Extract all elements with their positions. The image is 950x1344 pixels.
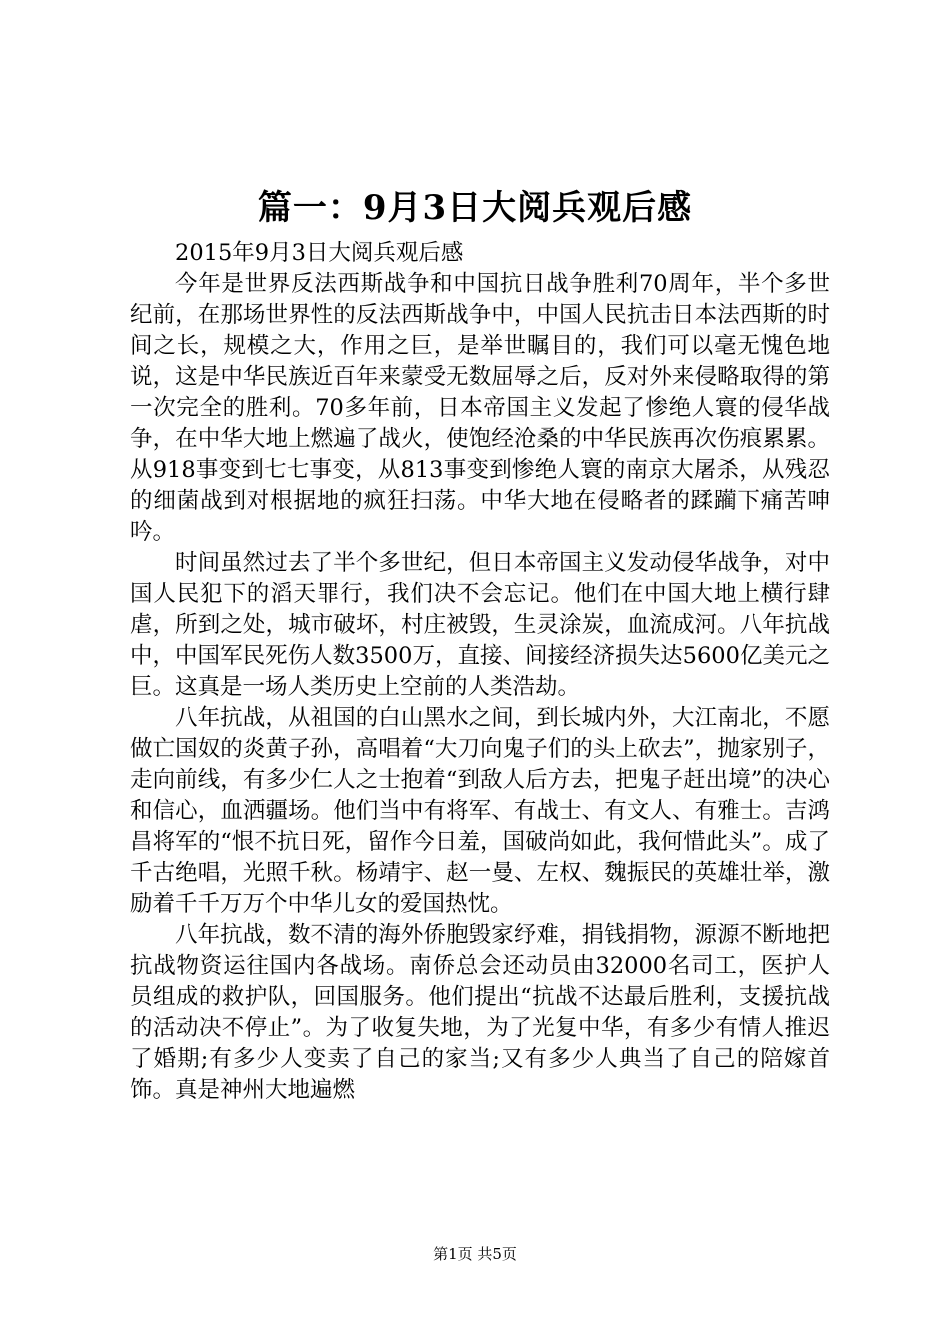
paragraph-4: 八年抗战，数不清的海外侨胞毁家纾难，捐钱捐物，源源不断地把抗战物资运往国内各战场。南侨总会还动员由32000名司工，医护人员组成的救护队，回国服务。他们提出“抗战不达最后胜利，支援抗战的活动决不停止”。为了收复失地，为了光复中华，有多少有情人推迟了婚期;有多少人变卖了自己的家当;又有多少人典当了自己的陪嫁首饰。真是神州大地遍燃 bbox=[130, 922, 830, 1103]
document-title: 篇一：9月3日大阅兵观后感 bbox=[257, 188, 693, 228]
document-subtitle: 2015年9月3日大阅兵观后感 bbox=[175, 240, 464, 266]
paragraph-1: 今年是世界反法西斯战争和中国抗日战争胜利70周年，半个多世纪前，在那场世界性的反法西斯战争中，中国人民抗击日本法西斯的时间之长，规模之大，作用之巨，是举世瞩目的，我们可以毫无愧色地说，这是中华民族近百年来蒙受无数屈辱之后，反对外来侵略取得的第一次完全的胜利。70多年前，日本帝国主义发起了惨绝人寰的侵华战争，在中华大地上燃遍了战火，使饱经沧桑的中华民族再次伤痕累累。从918事变到七七事变，从813事变到惨绝人寰的南京大屠杀，从残忍的细菌战到对根据地的疯狂扫荡。中华大地在侵略者的蹂躏下痛苦呻吟。 bbox=[130, 271, 830, 545]
page-footer: 第1页 共5页 bbox=[433, 1245, 517, 1263]
document-body bbox=[130, 238, 830, 1106]
paragraph-2: 时间虽然过去了半个多世纪，但日本帝国主义发动侵华战争，对中国人民犯下的滔天罪行，我们决不会忘记。他们在中国大地上横行肆虐，所到之处，城市破坏，村庄被毁，生灵涂炭，血流成河。八年抗战中，中国军民死伤人数3500万，直接、间接经济损失达5600亿美元之巨。这真是一场人类历史上空前的人类浩劫。 bbox=[130, 550, 830, 700]
paragraph-3: 八年抗战，从祖国的白山黑水之间，到长城内外，大江南北，不愿做亡国奴的炎黄子孙，高唱着“大刀向鬼子们的头上砍去”，抛家别子，走向前线，有多少仁人之士抱着“到敌人后方去，把鬼子赶出境”的决心和信心，血洒疆场。他们当中有将军、有战士、有文人、有雅士。吉鸿昌将军的“恨不抗日死，留作今日羞，国破尚如此，我何惜此头”。成了千古绝唱，光照千秋。杨靖宇、赵一曼、左权、魏振民的英雄壮举，激励着千千万万个中华儿女的爱国热忱。 bbox=[130, 705, 830, 917]
